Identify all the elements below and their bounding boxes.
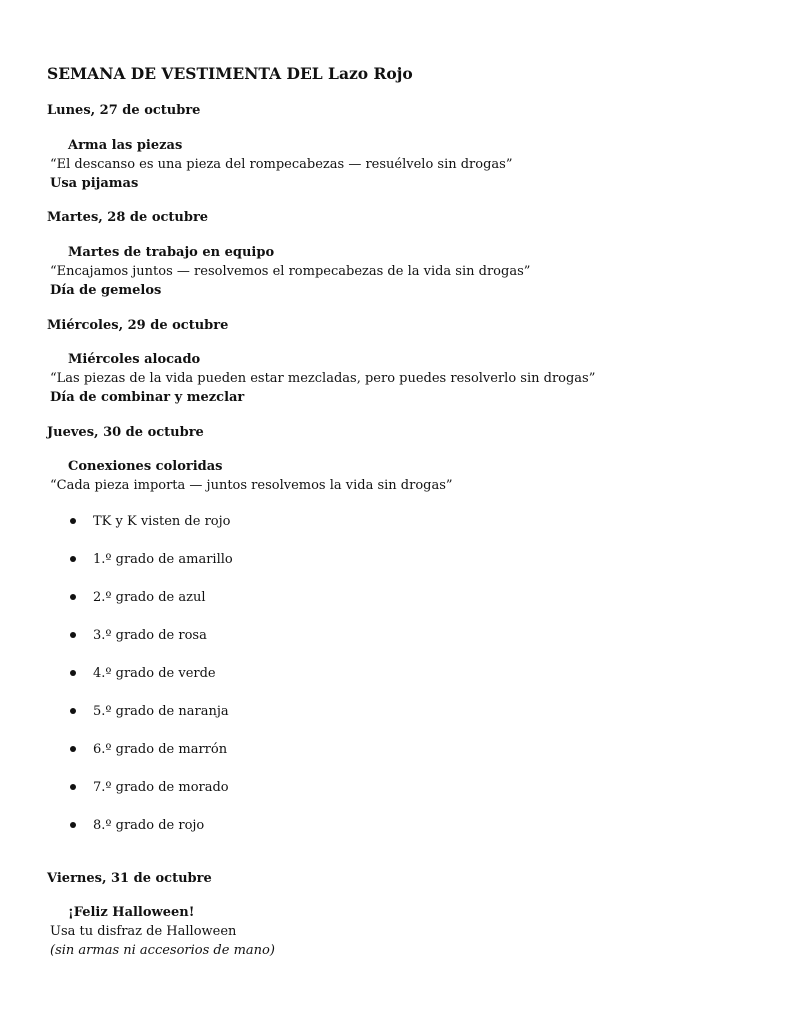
list-item [70, 664, 216, 682]
day-dress-monday: Usa pijamas [50, 176, 139, 191]
day-theme-thursday: Conexiones coloridas [68, 459, 223, 474]
list-item [70, 512, 230, 530]
bullet-icon [70, 822, 76, 828]
list-item [70, 816, 204, 834]
bullet-icon [70, 708, 76, 714]
day-date-monday: Lunes, 27 de octubre [47, 103, 201, 118]
bullet-icon [70, 518, 76, 524]
grade-color-text: TK y K visten de rojo [93, 513, 231, 529]
page-title: SEMANA DE VESTIMENTA DEL Lazo Rojo [47, 64, 413, 83]
day-dress-friday: Usa tu disfraz de Halloween [50, 924, 237, 939]
grade-color-text: 1.º grado de amarillo [93, 551, 233, 567]
bullet-icon [70, 670, 76, 676]
day-date-thursday: Jueves, 30 de octubre [47, 425, 204, 440]
list-item [70, 626, 207, 644]
day-note-friday: (sin armas ni accesorios de mano) [50, 943, 275, 958]
grade-color-text: 3.º grado de rosa [93, 627, 207, 643]
day-quote-wednesday: “Las piezas de la vida pueden estar mezcladas, pero puedes resolverlo sin drogas” [50, 371, 596, 386]
list-item [70, 588, 206, 606]
list-item [70, 550, 233, 568]
bullet-icon [70, 556, 76, 562]
list-item [70, 702, 229, 720]
day-theme-monday: Arma las piezas [68, 138, 183, 153]
day-dress-tuesday: Día de gemelos [50, 283, 162, 298]
list-item [70, 778, 229, 796]
grade-color-text: 7.º grado de morado [93, 779, 229, 795]
day-quote-monday: “El descanso es una pieza del rompecabezas — resuélvelo sin drogas” [50, 157, 513, 172]
day-dress-wednesday: Día de combinar y mezclar [50, 390, 245, 405]
day-theme-wednesday: Miércoles alocado [68, 352, 201, 367]
bullet-icon [70, 632, 76, 638]
day-date-friday: Viernes, 31 de octubre [47, 871, 212, 886]
grade-color-text: 8.º grado de rojo [93, 817, 205, 833]
day-date-tuesday: Martes, 28 de octubre [47, 210, 209, 225]
day-quote-tuesday: “Encajamos juntos — resolvemos el rompecabezas de la vida sin drogas” [50, 264, 531, 279]
grade-color-text: 2.º grado de azul [93, 589, 206, 605]
grade-color-text: 6.º grado de marrón [93, 741, 228, 757]
list-item [70, 740, 227, 758]
bullet-icon [70, 784, 76, 790]
day-theme-tuesday: Martes de trabajo en equipo [68, 245, 275, 260]
grade-color-text: 4.º grado de verde [93, 665, 216, 681]
day-date-wednesday: Miércoles, 29 de octubre [47, 318, 229, 333]
bullet-icon [70, 746, 76, 752]
bullet-icon [70, 594, 76, 600]
day-theme-friday: ¡Feliz Halloween! [68, 905, 195, 920]
grade-color-text: 5.º grado de naranja [93, 703, 229, 719]
day-quote-thursday: “Cada pieza importa — juntos resolvemos la vida sin drogas” [50, 478, 453, 493]
